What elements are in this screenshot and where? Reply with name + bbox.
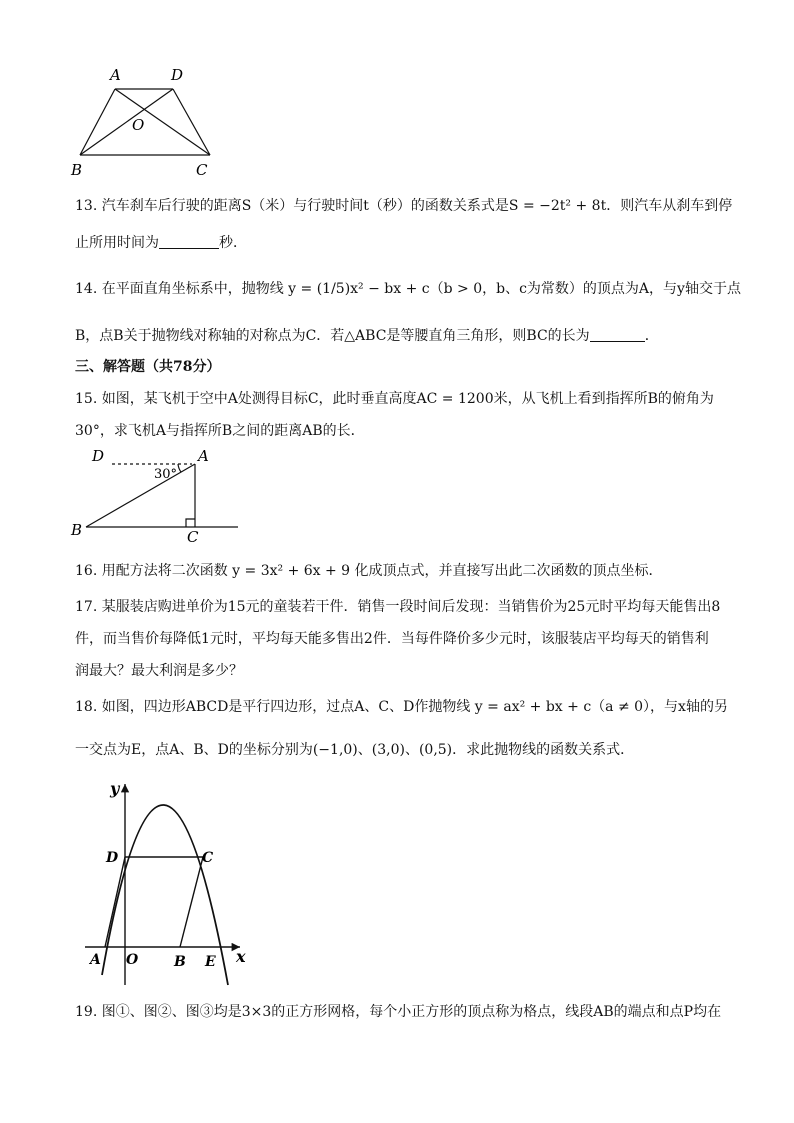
label-a: A	[90, 952, 101, 968]
q13-text-b: 秒．	[219, 235, 247, 251]
trapezoid-figure	[65, 60, 225, 185]
label-d: D	[106, 850, 119, 866]
label-o: O	[126, 952, 139, 968]
label-c: C	[196, 161, 208, 179]
section-heading: 三、解答题（共78分）	[75, 359, 221, 375]
label-a: A	[198, 447, 209, 465]
q13-answer-blank[interactable]	[159, 234, 219, 249]
label-e: E	[205, 954, 216, 970]
plane-triangle-figure	[70, 445, 250, 545]
axis-x-label: x	[236, 947, 246, 966]
q14-answer-blank[interactable]	[590, 327, 645, 342]
label-b: B	[71, 521, 83, 539]
q15-line2: 30°，求飞机A与指挥所B之间的距离AB的长．	[75, 423, 365, 439]
q14-text-a: B，点B关于抛物线对称轴的对称点为C．若△ABC是等腰直角三角形，则BC的长为	[75, 328, 590, 344]
q17-line1: 17. 某服装店购进单价为15元的童装若干件．销售一段时间后发现：当销售价为25元时平均每天能售出8	[75, 599, 721, 615]
q13-line2	[75, 233, 725, 253]
q18-line1: 18. 如图，四边形ABCD是平行四边形，过点A、C、D作抛物线 y = ax² + bx + c（a ≠ 0），与x轴的另	[75, 699, 728, 715]
angle-label: 30°	[154, 467, 178, 482]
q13-line1: 13. 汽车刹车后行驶的距离S（米）与行驶时间t（秒）的函数关系式是S = −2t² + 8t．则汽车从刹车到停	[75, 198, 733, 214]
q19-line: 19. 图①、图②、图③均是3×3的正方形网格，每个小正方形的顶点称为格点，线段AB的端点和点P均在	[75, 1004, 722, 1020]
label-o: O	[132, 116, 145, 134]
q16-line: 16. 用配方法将二次函数 y = 3x² + 6x + 9 化成顶点式，并直接写出此二次函数的顶点坐标．	[75, 563, 663, 579]
q14-text-b: ．	[644, 328, 659, 344]
label-b: B	[174, 954, 186, 970]
q14-line1: 14. 在平面直角坐标系中，抛物线 y = (1/5)x² − bx + c（b > 0，b、c为常数）的顶点为A，与y轴交于点	[75, 281, 741, 297]
q18-line2: 一交点为E，点A、B、D的坐标分别为(−1,0)、(3,0)、(0,5)．求此抛物线的函数关系式．	[75, 742, 635, 758]
parabola-figure	[80, 770, 260, 995]
label-d: D	[171, 66, 184, 84]
q13-text-a: 止所用时间为	[75, 235, 159, 251]
q14-line2	[75, 326, 725, 346]
q17-line2: 件，而当售价每降低1元时，平均每天能多售出2件．当每件降价多少元时，该服装店平均每天的销售利	[75, 631, 709, 647]
q15-line1: 15. 如图，某飞机于空中A处测得目标C，此时垂直高度AC = 1200米，从飞机上看到指挥所B的俯角为	[75, 391, 714, 407]
label-a: A	[110, 66, 121, 84]
label-d: D	[92, 447, 105, 465]
axis-y-label: y	[110, 779, 120, 798]
label-b: B	[71, 161, 83, 179]
label-c: C	[202, 850, 214, 866]
q17-line3: 润最大？最大利润是多少？	[75, 663, 243, 679]
label-c: C	[187, 528, 199, 545]
